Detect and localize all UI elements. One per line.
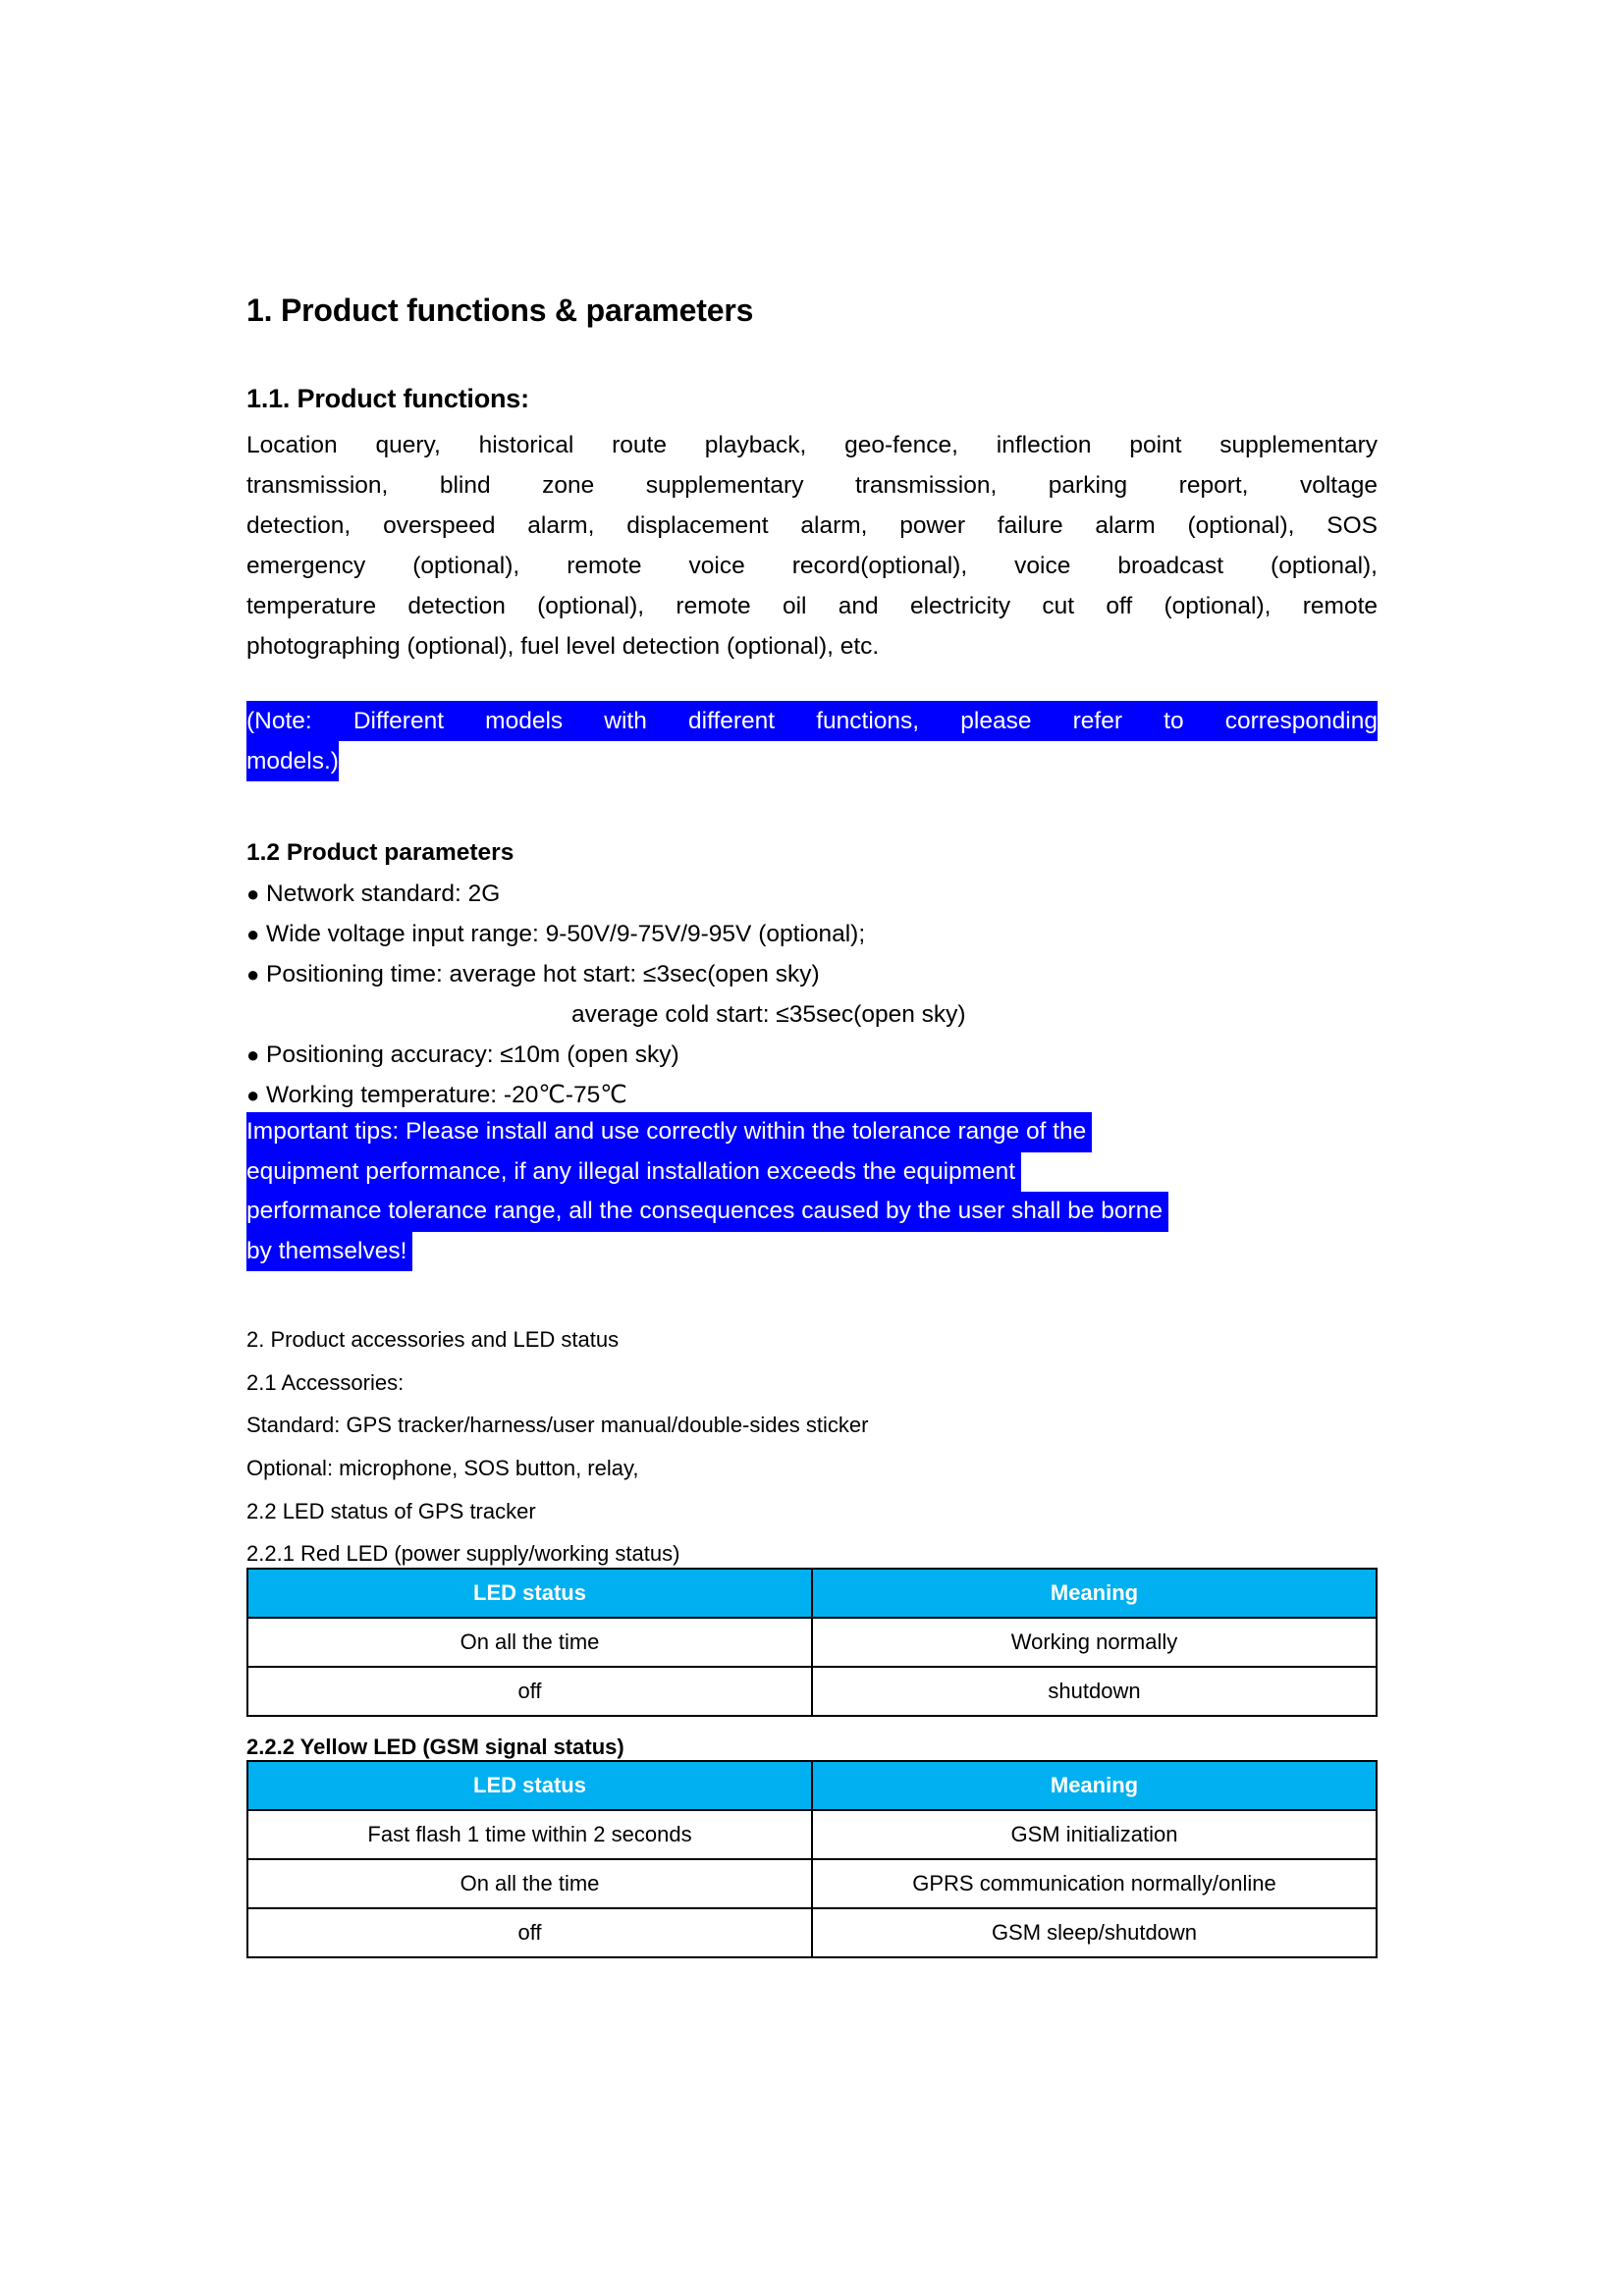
table-row — [247, 1859, 1377, 1908]
paragraph-line: transmission, blind zone supplementary transmission, parking report, voltage — [246, 472, 1378, 499]
table-cell: Working normally — [812, 1618, 1377, 1667]
table-cell: off — [247, 1667, 812, 1716]
table-cell: GSM sleep/shutdown — [812, 1908, 1377, 1957]
red-led-table — [246, 1568, 1378, 1717]
table-row — [247, 1810, 1377, 1859]
table-cell: off — [247, 1908, 812, 1957]
section-heading: 2. Product accessories and LED status — [246, 1327, 620, 1352]
parameter-item-continuation — [246, 994, 966, 1035]
paragraph-line: detection, overspeed alarm, displacement alarm, power failure alarm (optional), SOS — [246, 512, 1378, 539]
tips-text: by themselves! — [246, 1232, 412, 1272]
parameter-text: Positioning accuracy: ≤10m (open sky) — [266, 1041, 679, 1068]
highlighted-note-line: (Note: Different models with different functions, please refer to corresponding — [246, 701, 1378, 741]
paragraph-line: Location query, historical route playback, geo-fence, inflection point supplementary — [246, 432, 1378, 458]
table-header-row — [247, 1569, 1377, 1618]
table-row — [247, 1908, 1377, 1957]
parameter-item — [246, 954, 966, 994]
subsection-heading: 2.2 LED status of GPS tracker — [246, 1498, 536, 1523]
parameter-text: Working temperature: -20℃-75℃ — [266, 1082, 627, 1108]
tips-line — [246, 1152, 1168, 1193]
parameter-item — [246, 1035, 966, 1075]
product-functions-heading: 1.1. Product functions: — [246, 384, 529, 413]
parameter-text: Network standard: 2G — [266, 881, 501, 907]
important-tips — [246, 1112, 1168, 1271]
parameter-item — [246, 874, 966, 914]
tips-text: Important tips: Please install and use correctly within the tolerance range of the — [246, 1112, 1092, 1152]
table-cell: Fast flash 1 time within 2 seconds — [247, 1810, 812, 1859]
optional-accessories: Optional: microphone, SOS button, relay, — [246, 1456, 639, 1481]
parameters-list — [246, 874, 966, 1115]
table-cell: GSM initialization — [812, 1810, 1377, 1859]
tips-line — [246, 1192, 1168, 1232]
column-header: Meaning — [812, 1761, 1377, 1810]
parameter-text: Wide voltage input range: 9-50V/9-75V/9-95V (optional); — [266, 921, 866, 947]
parameter-text: Positioning time: average hot start: ≤3sec(open sky) — [266, 961, 820, 988]
table-cell: On all the time — [247, 1618, 812, 1667]
yellow-led-heading: 2.2.2 Yellow LED (GSM signal status) — [246, 1735, 624, 1759]
tips-line — [246, 1112, 1168, 1152]
accessories-section — [246, 1318, 868, 1575]
parameter-item — [246, 1075, 966, 1115]
page-title: 1. Product functions & parameters — [246, 293, 754, 328]
table-header-row — [247, 1761, 1377, 1810]
parameter-text: average cold start: ≤35sec(open sky) — [571, 1001, 966, 1028]
parameter-item — [246, 914, 966, 954]
table-row — [247, 1618, 1377, 1667]
column-header: LED status — [247, 1761, 812, 1810]
red-led-heading: 2.2.1 Red LED (power supply/working status) — [246, 1541, 680, 1567]
tips-text: performance tolerance range, all the consequences caused by the user shall be borne — [246, 1192, 1168, 1232]
models-note — [246, 701, 1378, 781]
bullet-icon: ● — [246, 922, 260, 946]
table-row — [247, 1667, 1377, 1716]
product-functions-paragraph — [246, 425, 1378, 667]
highlighted-note-line — [246, 741, 1378, 781]
paragraph-line: emergency (optional), remote voice record(optional), voice broadcast (optional), — [246, 553, 1378, 579]
paragraph-line: temperature detection (optional), remote oil and electricity cut off (optional), remote — [246, 593, 1378, 619]
column-header: LED status — [247, 1569, 812, 1618]
bullet-icon: ● — [246, 1042, 260, 1067]
bullet-icon: ● — [246, 962, 260, 987]
tips-line — [246, 1232, 1168, 1272]
standard-accessories: Standard: GPS tracker/harness/user manual/double-sides sticker — [246, 1413, 869, 1438]
yellow-led-table — [246, 1760, 1378, 1958]
table-cell: GPRS communication normally/online — [812, 1859, 1377, 1908]
column-header: Meaning — [812, 1569, 1377, 1618]
table-cell: On all the time — [247, 1859, 812, 1908]
tips-text: equipment performance, if any illegal installation exceeds the equipment — [246, 1152, 1021, 1193]
highlighted-note-text: models.) — [246, 741, 339, 781]
table-cell: shutdown — [812, 1667, 1377, 1716]
product-parameters-heading: 1.2 Product parameters — [246, 839, 514, 866]
subsection-heading: 2.1 Accessories: — [246, 1369, 405, 1395]
bullet-icon: ● — [246, 1083, 260, 1107]
paragraph-line: photographing (optional), fuel level detection (optional), etc. — [246, 633, 880, 660]
bullet-icon: ● — [246, 881, 260, 906]
